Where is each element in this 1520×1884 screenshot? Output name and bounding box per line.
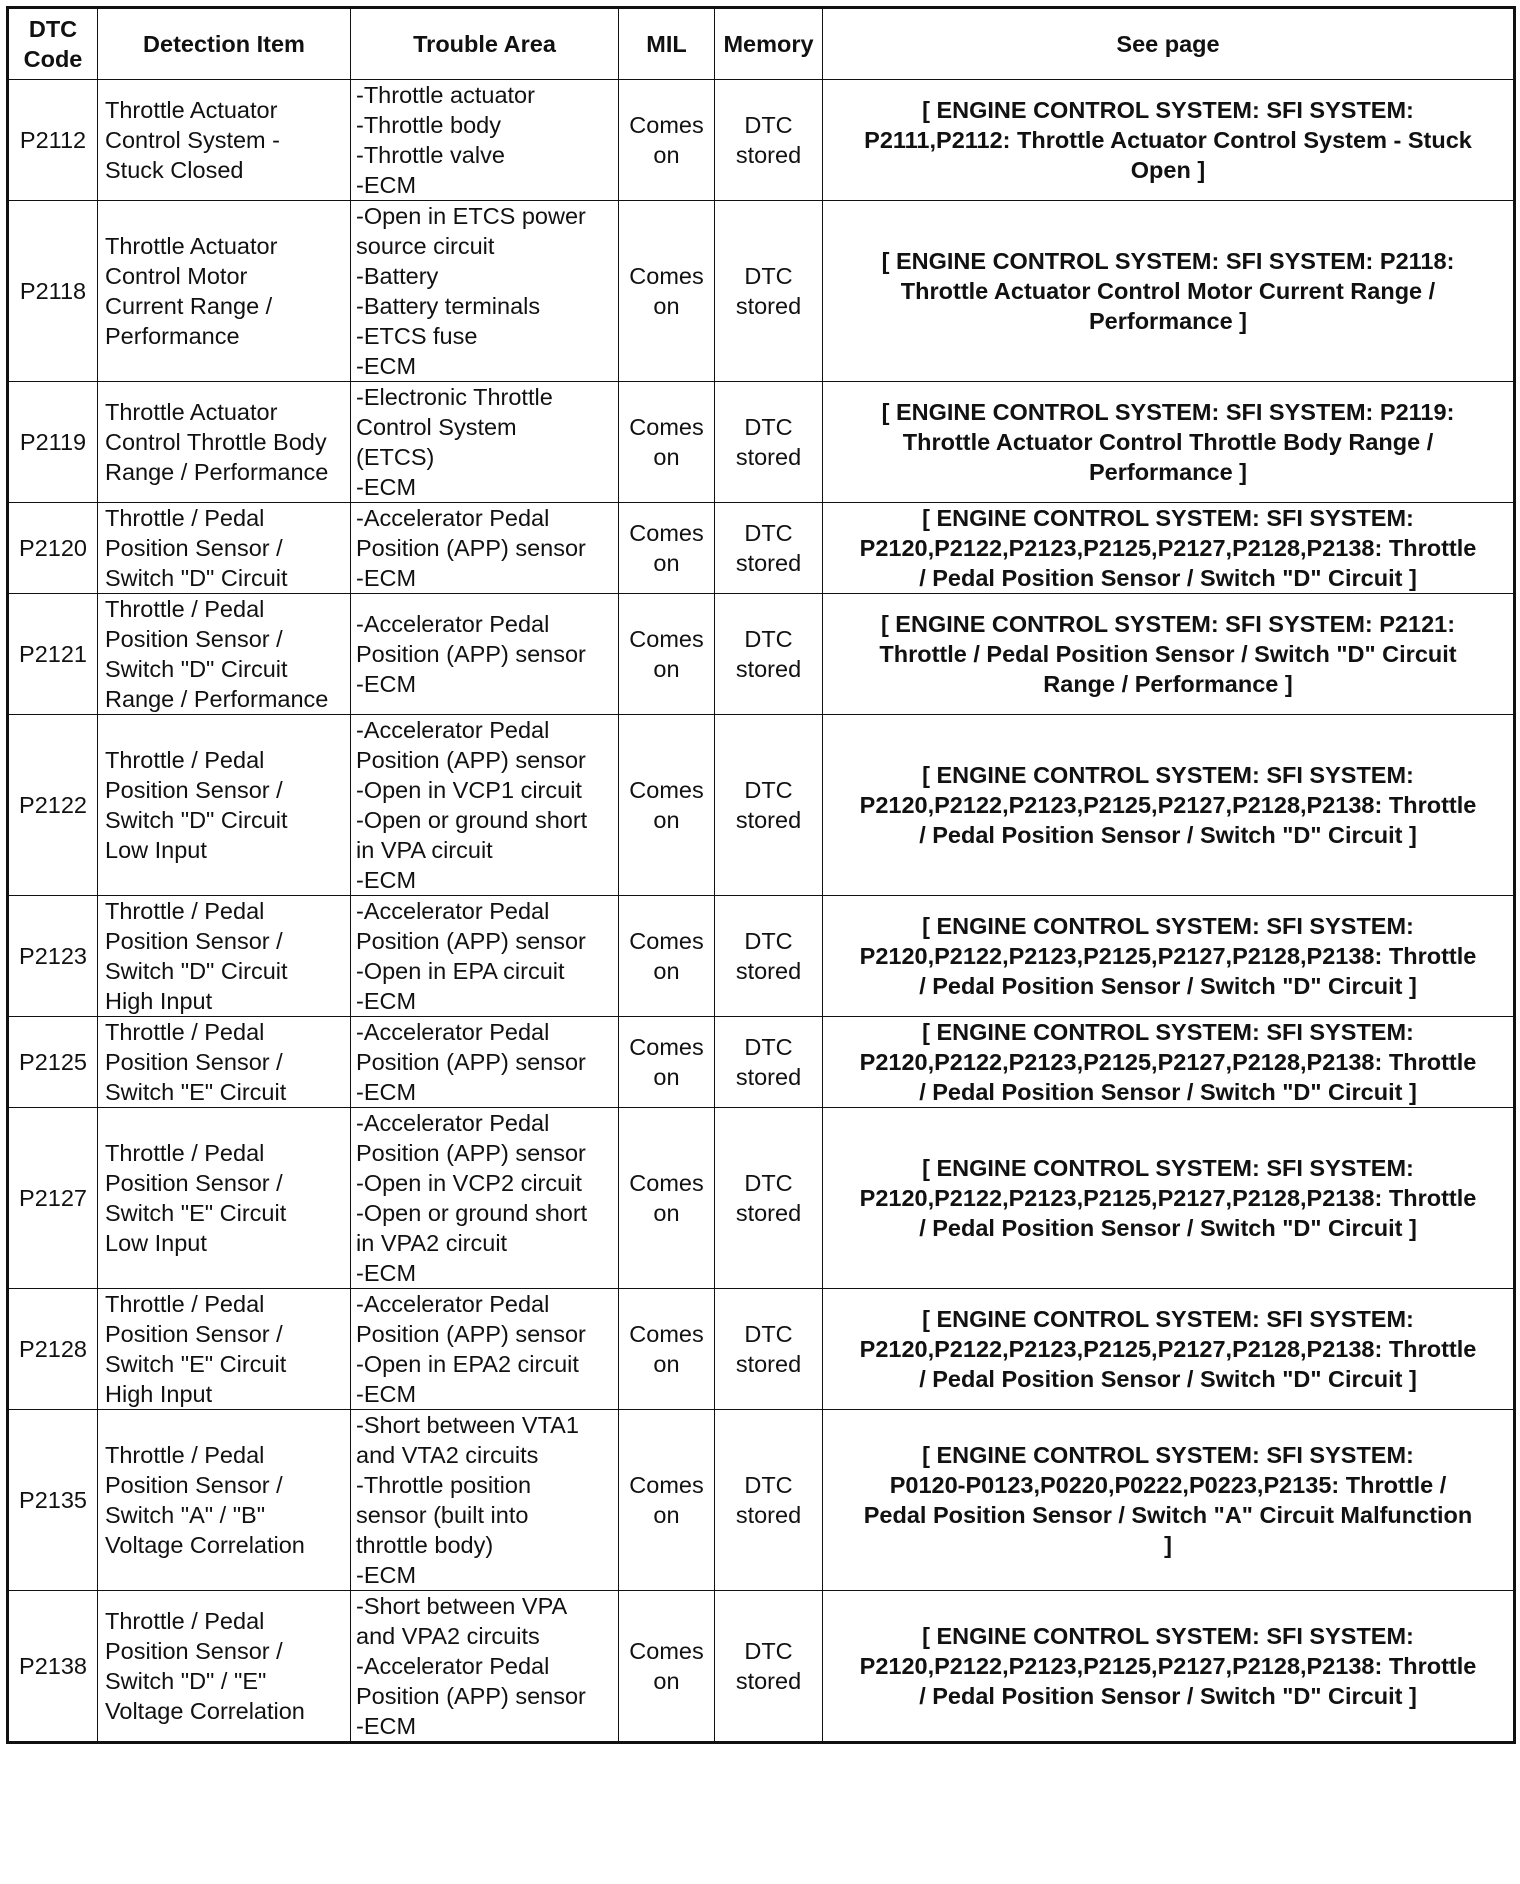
see-page-cell (823, 896, 1515, 1017)
see-page-cell (823, 594, 1515, 715)
detection-item-line: Switch "D" Circuit (105, 958, 288, 984)
memory-line: stored (735, 1668, 802, 1694)
trouble-area-line: source circuit (356, 233, 495, 259)
memory-line: stored (735, 293, 802, 319)
mil-line: on (653, 142, 680, 168)
see-page-line: P2120,P2122,P2123,P2125,P2127,P2128,P2138: Throttle (859, 943, 1477, 969)
see-page-line: / Pedal Position Sensor / Switch "D" Circuit ] (919, 1079, 1417, 1105)
mil-cell (619, 1410, 715, 1591)
detection-item-line: Switch "E" Circuit (105, 1079, 287, 1105)
detection-item-line: High Input (105, 988, 213, 1014)
see-page-line: [ ENGINE CONTROL SYSTEM: SFI SYSTEM: P2118: (881, 248, 1455, 274)
trouble-area-line: -Open or ground short (356, 1200, 588, 1226)
see-page-cell (823, 1289, 1515, 1410)
trouble-area-line: -Open in ETCS power (356, 203, 586, 229)
see-page-line: [ ENGINE CONTROL SYSTEM: SFI SYSTEM: (922, 505, 1414, 531)
detection-item-cell (98, 382, 351, 503)
table-row (8, 1289, 1515, 1410)
memory-line: DTC (744, 928, 793, 954)
detection-item-line: Position Sensor / (105, 626, 283, 652)
detection-item-cell (98, 80, 351, 201)
trouble-area-line: and VTA2 circuits (356, 1442, 539, 1468)
mil-line: on (653, 656, 680, 682)
see-page-line: [ ENGINE CONTROL SYSTEM: SFI SYSTEM: (922, 1623, 1414, 1649)
detection-item-line: Position Sensor / (105, 1049, 283, 1075)
mil-line: Comes (629, 626, 704, 652)
see-page-line: P2120,P2122,P2123,P2125,P2127,P2128,P2138: Throttle (859, 535, 1477, 561)
see-page-line: Open ] (1130, 157, 1206, 183)
trouble-area-cell (351, 896, 619, 1017)
table-row (8, 1410, 1515, 1591)
trouble-area-line: Position (APP) sensor (356, 1321, 586, 1347)
memory-line: DTC (744, 626, 793, 652)
see-page-line: Throttle Actuator Control Throttle Body Range / (902, 429, 1434, 455)
trouble-area-cell (351, 1108, 619, 1289)
table-body (8, 80, 1515, 1743)
trouble-area-line: sensor (built into (356, 1502, 529, 1528)
memory-cell (715, 1591, 823, 1743)
header-mil: MIL (619, 8, 715, 80)
detection-item-line: Switch "A" / "B" (105, 1502, 266, 1528)
trouble-area-cell (351, 382, 619, 503)
detection-item-line: Range / Performance (105, 459, 329, 485)
header-dtc-code-line2: Code (23, 46, 83, 72)
memory-line: stored (735, 958, 802, 984)
trouble-area-line: -ECM (356, 353, 417, 379)
trouble-area-cell (351, 201, 619, 382)
see-page-line: [ ENGINE CONTROL SYSTEM: SFI SYSTEM: P2119: (881, 399, 1455, 425)
memory-line: DTC (744, 1034, 793, 1060)
table-row (8, 503, 1515, 594)
trouble-area-line: Position (APP) sensor (356, 1683, 586, 1709)
detection-item-line: Position Sensor / (105, 1638, 283, 1664)
detection-item-line: Position Sensor / (105, 777, 283, 803)
see-page-line: Range / Performance ] (1043, 671, 1293, 697)
table-row (8, 896, 1515, 1017)
detection-item-line: Switch "D" Circuit (105, 807, 288, 833)
see-page-line: / Pedal Position Sensor / Switch "D" Circuit ] (919, 973, 1417, 999)
mil-cell (619, 1289, 715, 1410)
detection-item-line: Switch "D" Circuit (105, 656, 288, 682)
detection-item-cell (98, 1410, 351, 1591)
header-see-page: See page (823, 8, 1515, 80)
see-page-cell (823, 1108, 1515, 1289)
mil-line: on (653, 1200, 680, 1226)
see-page-line: [ ENGINE CONTROL SYSTEM: SFI SYSTEM: (922, 1442, 1414, 1468)
dtc-code-cell: P2122 (8, 715, 98, 896)
trouble-area-line: Position (APP) sensor (356, 928, 586, 954)
detection-item-line: Throttle / Pedal (105, 1019, 265, 1045)
dtc-code-cell: P2128 (8, 1289, 98, 1410)
memory-line: stored (735, 1200, 802, 1226)
mil-line: Comes (629, 1638, 704, 1664)
trouble-area-line: throttle body) (356, 1532, 494, 1558)
trouble-area-line: -ETCS fuse (356, 323, 478, 349)
mil-line: on (653, 293, 680, 319)
detection-item-line: Control Throttle Body (105, 429, 327, 455)
dtc-table (6, 6, 1516, 1744)
see-page-cell (823, 1591, 1515, 1743)
detection-item-line: Switch "D" Circuit (105, 565, 288, 591)
mil-line: Comes (629, 414, 704, 440)
see-page-line: / Pedal Position Sensor / Switch "D" Circuit ] (919, 822, 1417, 848)
trouble-area-line: -Accelerator Pedal (356, 898, 550, 924)
see-page-line: P2120,P2122,P2123,P2125,P2127,P2128,P2138: Throttle (859, 1653, 1477, 1679)
mil-line: Comes (629, 1321, 704, 1347)
mil-line: on (653, 444, 680, 470)
detection-item-line: Voltage Correlation (105, 1532, 305, 1558)
trouble-area-cell (351, 1410, 619, 1591)
see-page-cell (823, 715, 1515, 896)
detection-item-line: High Input (105, 1381, 213, 1407)
see-page-line: Performance ] (1088, 459, 1248, 485)
trouble-area-line: -ECM (356, 565, 417, 591)
table-header-row (8, 8, 1515, 80)
mil-cell (619, 382, 715, 503)
see-page-line: Throttle / Pedal Position Sensor / Switch "D" Circuit (879, 641, 1457, 667)
detection-item-line: Position Sensor / (105, 1321, 283, 1347)
table-row (8, 1591, 1515, 1743)
see-page-line: Throttle Actuator Control Motor Current Range / (900, 278, 1436, 304)
detection-item-line: Throttle / Pedal (105, 596, 265, 622)
dtc-code-cell: P2127 (8, 1108, 98, 1289)
trouble-area-line: (ETCS) (356, 444, 435, 470)
dtc-code-cell: P2112 (8, 80, 98, 201)
trouble-area-line: -ECM (356, 172, 417, 198)
memory-line: DTC (744, 1321, 793, 1347)
header-dtc-code (8, 8, 98, 80)
detection-item-line: Stuck Closed (105, 157, 244, 183)
trouble-area-line: -Accelerator Pedal (356, 1019, 550, 1045)
mil-line: Comes (629, 928, 704, 954)
mil-line: on (653, 1064, 680, 1090)
memory-cell (715, 594, 823, 715)
detection-item-line: Throttle Actuator (105, 233, 278, 259)
detection-item-line: Throttle / Pedal (105, 1140, 265, 1166)
memory-cell (715, 382, 823, 503)
dtc-code-cell: P2118 (8, 201, 98, 382)
detection-item-line: Throttle Actuator (105, 97, 278, 123)
mil-line: Comes (629, 1170, 704, 1196)
memory-cell (715, 1108, 823, 1289)
trouble-area-line: Position (APP) sensor (356, 535, 586, 561)
trouble-area-line: -Throttle valve (356, 142, 505, 168)
memory-line: stored (735, 550, 802, 576)
dtc-code-cell: P2121 (8, 594, 98, 715)
detection-item-line: Range / Performance (105, 686, 329, 712)
see-page-line: ] (1164, 1532, 1172, 1558)
memory-line: DTC (744, 263, 793, 289)
see-page-cell (823, 201, 1515, 382)
table-row (8, 382, 1515, 503)
header-dtc-code-line1: DTC (28, 16, 78, 42)
see-page-line: P2120,P2122,P2123,P2125,P2127,P2128,P2138: Throttle (859, 1336, 1477, 1362)
mil-line: on (653, 1351, 680, 1377)
mil-line: on (653, 1502, 680, 1528)
trouble-area-line: -Accelerator Pedal (356, 505, 550, 531)
see-page-line: / Pedal Position Sensor / Switch "D" Circuit ] (919, 1683, 1417, 1709)
mil-line: on (653, 807, 680, 833)
see-page-line: / Pedal Position Sensor / Switch "D" Circuit ] (919, 1215, 1417, 1241)
detection-item-line: Control Motor (105, 263, 248, 289)
detection-item-line: Position Sensor / (105, 535, 283, 561)
see-page-line: [ ENGINE CONTROL SYSTEM: SFI SYSTEM: (922, 97, 1414, 123)
trouble-area-cell (351, 80, 619, 201)
memory-line: DTC (744, 1472, 793, 1498)
memory-cell (715, 1289, 823, 1410)
trouble-area-line: -Open in VCP1 circuit (356, 777, 582, 803)
mil-cell (619, 201, 715, 382)
detection-item-line: Performance (105, 323, 240, 349)
trouble-area-line: -Open in EPA circuit (356, 958, 565, 984)
trouble-area-line: -Accelerator Pedal (356, 1291, 550, 1317)
detection-item-line: Position Sensor / (105, 1170, 283, 1196)
trouble-area-line: -Open in EPA2 circuit (356, 1351, 579, 1377)
table-row (8, 201, 1515, 382)
trouble-area-line: -Accelerator Pedal (356, 717, 550, 743)
detection-item-line: Switch "D" / "E" (105, 1668, 267, 1694)
see-page-line: / Pedal Position Sensor / Switch "D" Circuit ] (919, 1366, 1417, 1392)
trouble-area-line: -ECM (356, 1713, 417, 1739)
dtc-code-cell: P2138 (8, 1591, 98, 1743)
trouble-area-cell (351, 1017, 619, 1108)
mil-line: on (653, 1668, 680, 1694)
mil-line: Comes (629, 263, 704, 289)
trouble-area-cell (351, 1591, 619, 1743)
trouble-area-line: in VPA circuit (356, 837, 493, 863)
memory-line: stored (735, 656, 802, 682)
detection-item-line: Current Range / (105, 293, 273, 319)
detection-item-line: Voltage Correlation (105, 1698, 305, 1724)
memory-cell (715, 80, 823, 201)
dtc-code-cell: P2125 (8, 1017, 98, 1108)
memory-line: stored (735, 142, 802, 168)
detection-item-cell (98, 503, 351, 594)
mil-line: Comes (629, 520, 704, 546)
mil-cell (619, 896, 715, 1017)
trouble-area-line: in VPA2 circuit (356, 1230, 508, 1256)
see-page-line: Performance ] (1088, 308, 1248, 334)
see-page-line: [ ENGINE CONTROL SYSTEM: SFI SYSTEM: (922, 1155, 1414, 1181)
see-page-line: P2120,P2122,P2123,P2125,P2127,P2128,P2138: Throttle (859, 1049, 1477, 1075)
see-page-line: [ ENGINE CONTROL SYSTEM: SFI SYSTEM: P2121: (880, 611, 1456, 637)
see-page-line: / Pedal Position Sensor / Switch "D" Circuit ] (919, 565, 1417, 591)
trouble-area-line: -Open in VCP2 circuit (356, 1170, 582, 1196)
trouble-area-line: -ECM (356, 1381, 417, 1407)
memory-line: DTC (744, 1170, 793, 1196)
table-row (8, 1108, 1515, 1289)
detection-item-cell (98, 1591, 351, 1743)
trouble-area-line: -Battery (356, 263, 439, 289)
memory-line: stored (735, 807, 802, 833)
trouble-area-line: -Short between VPA (356, 1593, 568, 1619)
detection-item-cell (98, 1108, 351, 1289)
dtc-code-cell: P2123 (8, 896, 98, 1017)
trouble-area-line: Position (APP) sensor (356, 1140, 586, 1166)
trouble-area-line: -Throttle position (356, 1472, 532, 1498)
see-page-line: Pedal Position Sensor / Switch "A" Circuit Malfunction (863, 1502, 1473, 1528)
table-row (8, 594, 1515, 715)
dtc-code-cell: P2120 (8, 503, 98, 594)
trouble-area-line: -ECM (356, 1079, 417, 1105)
see-page-cell (823, 503, 1515, 594)
detection-item-line: Throttle / Pedal (105, 1608, 265, 1634)
trouble-area-line: -Throttle body (356, 112, 501, 138)
trouble-area-line: -ECM (356, 671, 417, 697)
mil-line: on (653, 958, 680, 984)
mil-cell (619, 1017, 715, 1108)
memory-cell (715, 896, 823, 1017)
detection-item-line: Position Sensor / (105, 928, 283, 954)
detection-item-cell (98, 896, 351, 1017)
trouble-area-line: Position (APP) sensor (356, 747, 586, 773)
detection-item-line: Throttle / Pedal (105, 1291, 265, 1317)
mil-line: Comes (629, 112, 704, 138)
see-page-line: [ ENGINE CONTROL SYSTEM: SFI SYSTEM: (922, 913, 1414, 939)
header-memory: Memory (715, 8, 823, 80)
detection-item-line: Low Input (105, 837, 207, 863)
detection-item-cell (98, 1289, 351, 1410)
detection-item-cell (98, 715, 351, 896)
detection-item-cell (98, 594, 351, 715)
memory-line: DTC (744, 1638, 793, 1664)
header-trouble-area: Trouble Area (351, 8, 619, 80)
header-detection-item: Detection Item (98, 8, 351, 80)
memory-line: DTC (744, 414, 793, 440)
mil-cell (619, 80, 715, 201)
trouble-area-line: -Throttle actuator (356, 82, 535, 108)
mil-cell (619, 715, 715, 896)
memory-cell (715, 1017, 823, 1108)
trouble-area-line: -Short between VTA1 (356, 1412, 579, 1438)
memory-line: DTC (744, 112, 793, 138)
trouble-area-line: -ECM (356, 988, 417, 1014)
memory-line: DTC (744, 520, 793, 546)
trouble-area-line: -Battery terminals (356, 293, 541, 319)
memory-line: stored (735, 1064, 802, 1090)
detection-item-line: Low Input (105, 1230, 207, 1256)
trouble-area-line: -Accelerator Pedal (356, 1653, 550, 1679)
trouble-area-line: -Accelerator Pedal (356, 1110, 550, 1136)
table-row (8, 1017, 1515, 1108)
detection-item-cell (98, 201, 351, 382)
trouble-area-line: Control System (356, 414, 517, 440)
detection-item-line: Throttle / Pedal (105, 898, 265, 924)
see-page-line: [ ENGINE CONTROL SYSTEM: SFI SYSTEM: (922, 1306, 1414, 1332)
memory-line: stored (735, 1351, 802, 1377)
trouble-area-line: -Open or ground short (356, 807, 588, 833)
detection-item-line: Position Sensor / (105, 1472, 283, 1498)
dtc-code-cell: P2119 (8, 382, 98, 503)
detection-item-line: Throttle / Pedal (105, 747, 265, 773)
see-page-line: P2120,P2122,P2123,P2125,P2127,P2128,P2138: Throttle (859, 792, 1477, 818)
mil-line: Comes (629, 777, 704, 803)
trouble-area-cell (351, 503, 619, 594)
memory-cell (715, 715, 823, 896)
memory-cell (715, 201, 823, 382)
trouble-area-line: Position (APP) sensor (356, 641, 586, 667)
mil-line: on (653, 550, 680, 576)
trouble-area-cell (351, 594, 619, 715)
see-page-line: [ ENGINE CONTROL SYSTEM: SFI SYSTEM: (922, 762, 1414, 788)
mil-cell (619, 1591, 715, 1743)
trouble-area-line: -Electronic Throttle (356, 384, 553, 410)
see-page-line: [ ENGINE CONTROL SYSTEM: SFI SYSTEM: (922, 1019, 1414, 1045)
dtc-code-cell: P2135 (8, 1410, 98, 1591)
trouble-area-line: -ECM (356, 1260, 417, 1286)
see-page-cell (823, 1410, 1515, 1591)
trouble-area-line: -Accelerator Pedal (356, 611, 550, 637)
see-page-cell (823, 80, 1515, 201)
detection-item-cell (98, 1017, 351, 1108)
memory-cell (715, 503, 823, 594)
detection-item-line: Switch "E" Circuit (105, 1351, 287, 1377)
mil-cell (619, 1108, 715, 1289)
see-page-cell (823, 382, 1515, 503)
detection-item-line: Throttle Actuator (105, 399, 278, 425)
detection-item-line: Switch "E" Circuit (105, 1200, 287, 1226)
trouble-area-line: -ECM (356, 474, 417, 500)
see-page-cell (823, 1017, 1515, 1108)
memory-line: DTC (744, 777, 793, 803)
detection-item-line: Throttle / Pedal (105, 1442, 265, 1468)
trouble-area-line: -ECM (356, 867, 417, 893)
see-page-line: P2120,P2122,P2123,P2125,P2127,P2128,P2138: Throttle (859, 1185, 1477, 1211)
mil-cell (619, 503, 715, 594)
trouble-area-line: and VPA2 circuits (356, 1623, 540, 1649)
detection-item-line: Control System - (105, 127, 280, 153)
mil-line: Comes (629, 1034, 704, 1060)
see-page-line: P0120-P0123,P0220,P0222,P0223,P2135: Throttle / (889, 1472, 1447, 1498)
trouble-area-line: -ECM (356, 1562, 417, 1588)
see-page-line: P2111,P2112: Throttle Actuator Control System - Stuck (864, 127, 1472, 153)
memory-line: stored (735, 444, 802, 470)
trouble-area-cell (351, 715, 619, 896)
trouble-area-cell (351, 1289, 619, 1410)
detection-item-line: Throttle / Pedal (105, 505, 265, 531)
memory-cell (715, 1410, 823, 1591)
table-row (8, 715, 1515, 896)
mil-cell (619, 594, 715, 715)
mil-line: Comes (629, 1472, 704, 1498)
trouble-area-line: Position (APP) sensor (356, 1049, 586, 1075)
memory-line: stored (735, 1502, 802, 1528)
table-row (8, 80, 1515, 201)
